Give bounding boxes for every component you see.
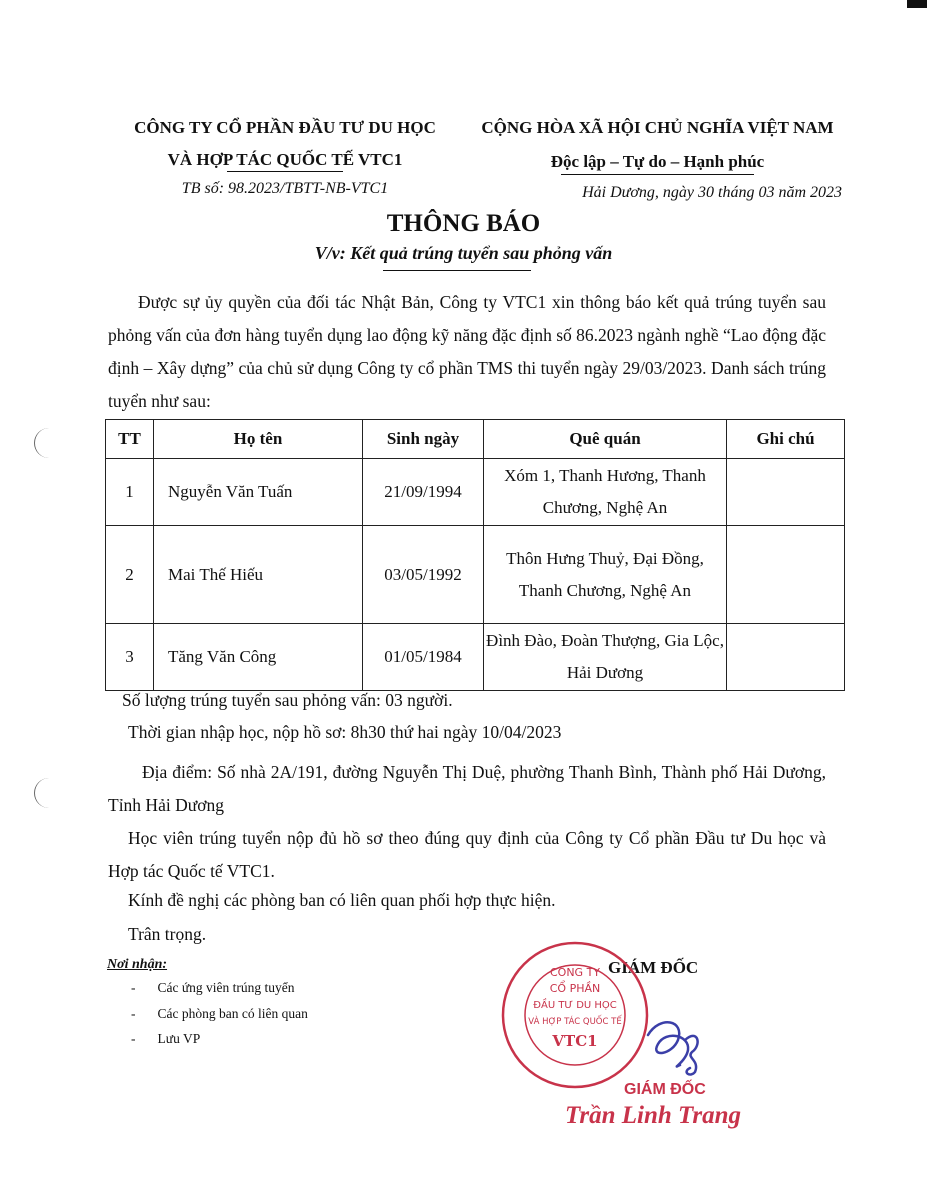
col-tt: TT <box>106 420 154 459</box>
cell-name: Nguyễn Văn Tuấn <box>154 459 363 526</box>
nation-name: CỘNG HÒA XÃ HỘI CHỦ NGHĨA VIỆT NAM <box>481 118 834 137</box>
cell-dob: 01/05/1984 <box>363 624 484 691</box>
stamp-line: CÔNG TY <box>549 966 601 979</box>
recipient-item: - Các phòng ban có liên quan <box>131 1006 308 1021</box>
location-paragraph <box>108 756 826 822</box>
candidates-table <box>105 419 845 691</box>
handwritten-signature <box>640 1010 710 1080</box>
recipient-item: - Các ứng viên trúng tuyển <box>131 980 295 995</box>
table-row <box>106 459 845 526</box>
stamp-director-title: GIÁM ĐỐC <box>624 1081 706 1098</box>
requirement-text: Học viên trúng tuyển nộp đủ hồ sơ theo đúng quy định của Công ty Cổ phần Đầu tư Du học và Hợp tác Quốc tế VTC1. <box>108 828 826 881</box>
recipient-text: Các ứng viên trúng tuyển <box>157 980 295 995</box>
table-row <box>106 624 845 691</box>
company-underline <box>227 171 343 172</box>
company-stamp <box>500 940 650 1090</box>
cell-name: Mai Thế Hiếu <box>154 526 363 624</box>
col-name: Họ tên <box>154 420 363 459</box>
col-hometown: Quê quán <box>484 420 727 459</box>
cell-note <box>727 526 845 624</box>
company-name-line1: CÔNG TY CỔ PHẦN ĐẦU TƯ DU HỌC <box>134 118 436 137</box>
document-number: TB số: 98.2023/TBTT-NB-VTC1 <box>181 180 389 197</box>
place-and-date: Hải Dương, ngày 30 tháng 03 năm 2023 <box>582 184 842 201</box>
col-note: Ghi chú <box>727 420 845 459</box>
count-line: Số lượng trúng tuyển sau phỏng vấn: 03 người. <box>122 690 453 710</box>
stamp-line: VTC1 <box>552 1032 598 1050</box>
cell-tt: 2 <box>106 526 154 624</box>
cell-name: Tăng Văn Công <box>154 624 363 691</box>
cell-hometown: Xóm 1, Thanh Hương, Thanh Chương, Nghệ An <box>484 459 727 526</box>
recipient-text: Các phòng ban có liên quan <box>157 1006 308 1021</box>
request-line: Kính đề nghị các phòng ban có liên quan phối hợp thực hiện. <box>128 890 556 910</box>
cell-note <box>727 624 845 691</box>
motto-underline <box>561 174 754 175</box>
cell-dob: 21/09/1994 <box>363 459 484 526</box>
cell-tt: 1 <box>106 459 154 526</box>
stamp-line: CỔ PHẦN <box>549 982 601 995</box>
time-line: Thời gian nhập học, nộp hồ sơ: 8h30 thứ hai ngày 10/04/2023 <box>128 722 562 742</box>
document-subtitle: V/v: Kết quả trúng tuyển sau phỏng vấn <box>314 243 613 263</box>
recipients-label: Nơi nhận: <box>107 957 168 972</box>
punch-hole-mark <box>34 428 53 458</box>
nation-motto: Độc lập – Tự do – Hạnh phúc <box>550 152 765 171</box>
requirement-paragraph <box>108 822 826 888</box>
closing-line: Trân trọng. <box>128 924 207 944</box>
signatory-title: GIÁM ĐỐC <box>608 958 699 977</box>
table-header-row <box>106 420 845 459</box>
cell-note <box>727 459 845 526</box>
recipient-text: Lưu VP <box>157 1031 201 1046</box>
scan-corner-mark <box>907 0 927 8</box>
cell-hometown: Thôn Hưng Thuỷ, Đại Đồng, Thanh Chương, Nghệ An <box>484 526 727 624</box>
table-row <box>106 526 845 624</box>
col-dob: Sinh ngày <box>363 420 484 459</box>
signer-name: Trần Linh Trang <box>565 1102 741 1129</box>
subtitle-underline <box>383 270 531 271</box>
cell-hometown: Đình Đào, Đoàn Thượng, Gia Lộc, Hải Dương <box>484 624 727 691</box>
recipient-item: - Lưu VP <box>131 1031 201 1046</box>
stamp-line: ĐẦU TƯ DU HỌC <box>533 1000 617 1011</box>
stamp-line: VÀ HỢP TÁC QUỐC TẾ <box>528 1017 622 1027</box>
company-name-line2: VÀ HỢP TÁC QUỐC TẾ VTC1 <box>167 150 403 169</box>
intro-text: Được sự ủy quyền của đối tác Nhật Bản, Công ty VTC1 xin thông báo kết quả trúng tuyển sau phỏng vấn của đơn hàng tuyển dụng lao động kỹ năng đặc định số 86.2023 ngành nghề “Lao động đặc định – Xây dựng” của chủ sử dụng Công ty cổ phần TMS thi tuyển ngày 29/03/2023. Danh sách trúng tuyển như sau: <box>108 292 826 411</box>
punch-hole-mark <box>34 778 53 808</box>
cell-dob: 03/05/1992 <box>363 526 484 624</box>
document-title: THÔNG BÁO <box>386 210 541 237</box>
cell-tt: 3 <box>106 624 154 691</box>
location-text: Địa điểm: Số nhà 2A/191, đường Nguyễn Thị Duệ, phường Thanh Bình, Thành phố Hải Dương, Tỉnh Hải Dương <box>108 762 826 815</box>
intro-paragraph <box>108 286 826 418</box>
